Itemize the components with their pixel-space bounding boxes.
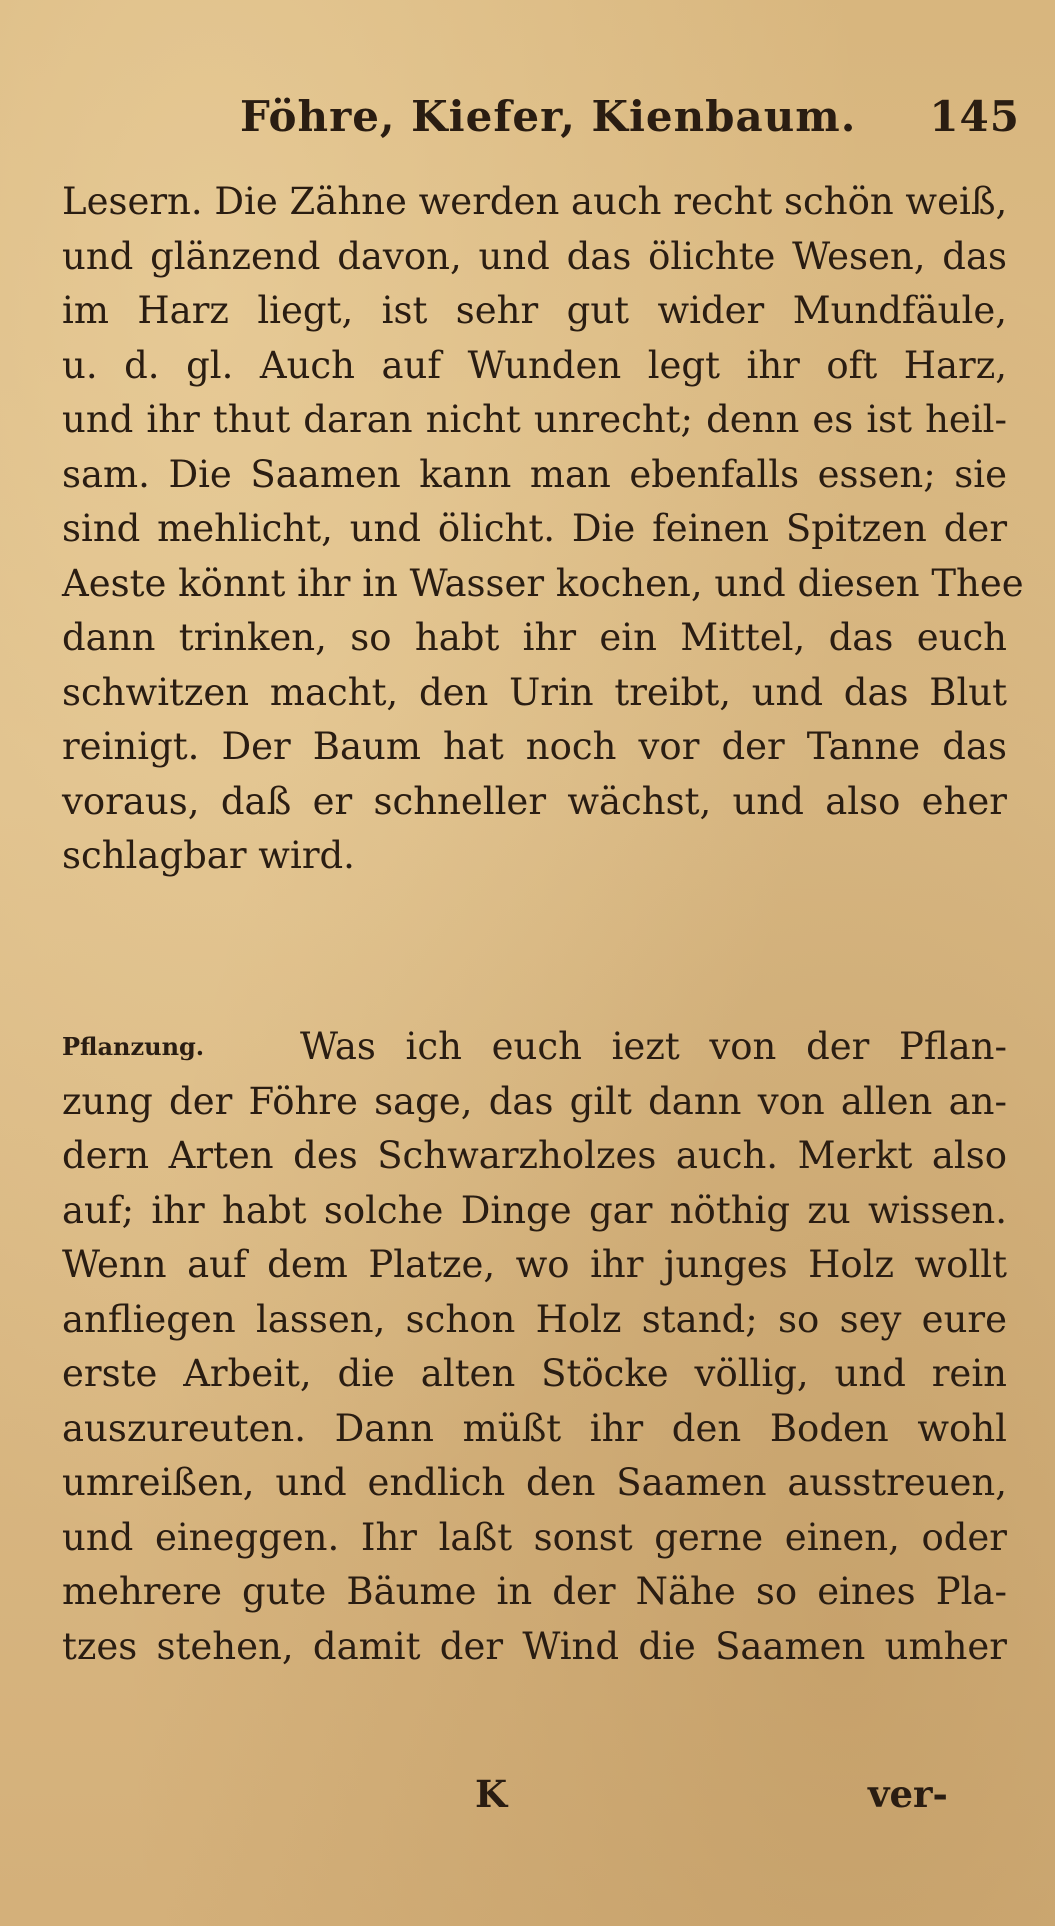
page-number: 145 bbox=[929, 92, 1020, 141]
text-line: Wenn auf dem Platze, wo ihr junges Holz wollt bbox=[62, 1243, 1007, 1286]
text-line: anfliegen lassen, schon Holz stand; so sey eure bbox=[62, 1297, 1007, 1341]
text-line: dern Arten des Schwarzholzes auch. Merkt also bbox=[62, 1134, 1007, 1177]
text-line: im Harz liegt, ist sehr gut wider Mundfäule, bbox=[62, 289, 1007, 332]
text-line: Lesern. Die Zähne werden auch recht schön weiß, bbox=[62, 180, 1008, 223]
text-line: sind mehlicht, und ölicht. Die feinen Spitzen der bbox=[62, 507, 1007, 550]
signature-mark: K bbox=[475, 1772, 508, 1816]
margin-note: Pflanzung. bbox=[62, 1032, 205, 1061]
text-line: tzes stehen, damit der Wind die Saamen umher bbox=[62, 1624, 1007, 1668]
text-line: dann trinken, so habt ihr ein Mittel, das euch bbox=[62, 616, 1007, 659]
page-header bbox=[240, 92, 1020, 152]
text-line: Aeste könnt ihr in Wasser kochen, und diesen Thee bbox=[62, 561, 1024, 605]
text-line: Was ich euch iezt von der Pflan- bbox=[300, 1025, 1007, 1068]
page-footer bbox=[0, 1772, 1055, 1826]
text-line: u. d. gl. Auch auf Wunden legt ihr oft Harz, bbox=[62, 343, 1007, 387]
text-line: zung der Föhre sage, das gilt dann von allen an- bbox=[62, 1079, 1007, 1123]
text-line: mehrere gute Bäume in der Nähe so eines Pla- bbox=[62, 1570, 1007, 1613]
paragraph-2 bbox=[62, 1020, 1007, 1674]
text-line: auszureuten. Dann müßt ihr den Boden wohl bbox=[62, 1406, 1007, 1450]
text-line: reinigt. Der Baum hat noch vor der Tanne das bbox=[62, 725, 1007, 768]
text-line: schwitzen macht, den Urin treibt, und das Blut bbox=[62, 670, 1007, 714]
text-line: und eineggen. Ihr laßt sonst gerne einen, oder bbox=[62, 1515, 1007, 1559]
text-line: voraus, daß er schneller wächst, und also eher bbox=[62, 779, 1007, 823]
paragraph-1 bbox=[62, 175, 1024, 884]
text-line: schlagbar wird. bbox=[62, 834, 355, 877]
text-line: auf; ihr habt solche Dinge gar nöthig zu wissen. bbox=[62, 1188, 1007, 1232]
text-line: umreißen, und endlich den Saamen ausstreuen, bbox=[62, 1461, 1007, 1504]
running-title: Föhre, Kiefer, Kienbaum. bbox=[240, 92, 857, 141]
text-line: und glänzend davon, und das ölichte Wesen, das bbox=[62, 234, 1007, 278]
text-line: sam. Die Saamen kann man ebenfalls essen; sie bbox=[62, 452, 1007, 496]
text-line: erste Arbeit, die alten Stöcke völlig, und rein bbox=[62, 1352, 1007, 1395]
catchword: ver- bbox=[868, 1772, 948, 1816]
text-line: und ihr thut daran nicht unrecht; denn es ist heil- bbox=[62, 398, 1007, 441]
